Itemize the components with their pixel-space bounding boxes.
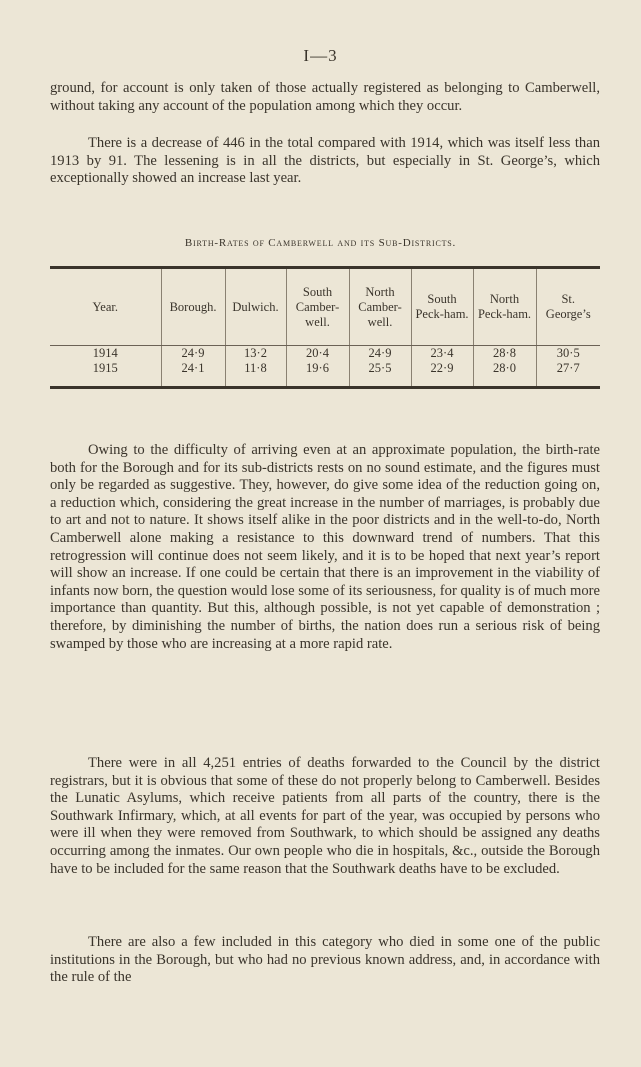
header-south-peckham: South Peck-ham.	[411, 269, 473, 345]
page-number: I—3	[303, 46, 338, 65]
table-bottom-rule	[50, 386, 600, 389]
table-cell: 19·6	[286, 361, 349, 386]
table-cell: 28·8	[473, 346, 536, 361]
header-year: Year.	[92, 299, 118, 314]
table-cell: 13·2	[225, 346, 286, 361]
header-st-georges: St. George’s	[536, 269, 600, 345]
table-cell: 24·1	[161, 361, 225, 386]
table-header-row	[50, 269, 600, 345]
birth-rates-table	[50, 266, 600, 389]
header-dulwich: Dulwich.	[225, 269, 286, 345]
table-cell: 27·7	[536, 361, 600, 386]
birth-rates-grid	[50, 269, 600, 386]
table-cell: 28·0	[473, 361, 536, 386]
paragraph-decrease: There is a decrease of 446 in the total compared with 1914, which was itself less than 1913 by 91. The lessening is in all the districts, but especially in St. George’s, which exceptionally showed an increase last year.	[50, 135, 600, 187]
table-cell: 1915	[92, 361, 118, 375]
table-cell: 22·9	[411, 361, 473, 386]
paragraph-deaths-entries: There were in all 4,251 entries of deaths forwarded to the Council by the district registrars, but it is obvious that some of these do not properly belong to Camberwell. Besides the Lunatic Asylums, which receive patients from all parts of the country, there is the Southwark Infirmary, which, at all events for part of the year, was occupied by persons who were ill when they were removed from Southwark, to which should be assigned any deaths occurring among the inmates. Our own people who die in hospitals, &c., outside the Borough have to be included for the same reason that the Southwark deaths have to be excluded.	[50, 755, 600, 877]
paragraph-public-institutions: There are also a few included in this category who died in some one of the public institutions in the Borough, but who had no previous known address, and, in accordance with the rule of the	[50, 934, 600, 986]
table-caption: Birth-Rates of Camberwell and its Sub-Districts.	[184, 237, 457, 249]
paragraph-birth-rate-difficulty: Owing to the difficulty of arriving even at an approximate population, the birth-rate both for the Borough and for its sub-districts rests on no sound estimate, and the figures must only be regarded as suggestive. They, however, do give some idea of the reduction going on, a reduction which, considering the great increase in the number of marriages, is probably due to art and not to nature. It shows itself alike in the poor districts and in the well-to-do, North Camberwell alone making a resistance to this downward trend of numbers. That this retrogression will continue does not seem likely, and it is to be hoped that next year’s report will show an increase. If one could be certain that there is an improvement in the viability of infants now born, the question would lose some of its seriousness, for quality is of much more importance than quantity. But this, although possible, is not yet capable of demonstration ; therefore, by diminishing the number of births, the nation does run a serious risk of being swamped by those who are increasing at a more rapid rate.	[50, 442, 600, 652]
table-row	[50, 361, 600, 386]
table-cell: 1914	[92, 346, 118, 360]
header-north-camberwell: North Camber-well.	[349, 269, 411, 345]
table-cell: 20·4	[286, 346, 349, 361]
header-north-peckham: North Peck-ham.	[473, 269, 536, 345]
table-cell: 24·9	[161, 346, 225, 361]
paragraph-continuation: ground, for account is only taken of those actually registered as belonging to Camberwell, without taking any account of the population among which they occur.	[50, 80, 600, 114]
table-cell: 30·5	[536, 346, 600, 361]
header-south-camberwell: South Camber-well.	[286, 269, 349, 345]
table-row	[50, 346, 600, 361]
table-cell: 11·8	[225, 361, 286, 386]
table-cell: 24·9	[349, 346, 411, 361]
header-borough: Borough.	[161, 269, 225, 345]
table-cell: 25·5	[349, 361, 411, 386]
table-cell: 23·4	[411, 346, 473, 361]
